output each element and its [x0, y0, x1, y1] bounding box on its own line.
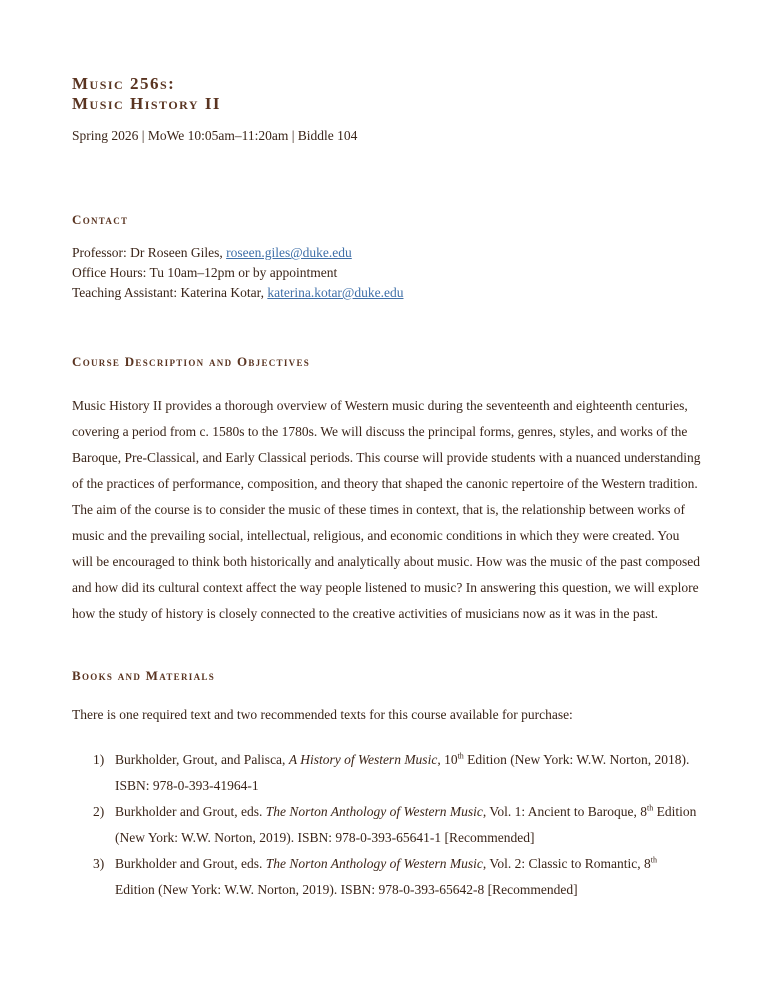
book-edition: , 10: [437, 752, 458, 767]
description-heading: Course Description and Objectives: [72, 354, 311, 369]
ta-label: Teaching Assistant: Katerina Kotar,: [72, 285, 268, 300]
contact-heading: Contact: [72, 212, 129, 227]
course-title-line2: Music History II: [72, 94, 222, 113]
course-meta: Spring 2026 | MoWe 10:05am–11:20am | Biddle 104: [72, 128, 358, 143]
professor-email-link[interactable]: roseen.giles@duke.edu: [226, 245, 352, 260]
book-item: [72, 799, 698, 851]
book-publication: Edition (New York: W.W. Norton, 2018). ISBN: 978-0-393-41964-1: [115, 752, 690, 793]
professor-line: [72, 243, 403, 263]
book-authors: Burkholder, Grout, and Palisca,: [115, 752, 289, 767]
ta-line: [72, 283, 403, 303]
book-item: [72, 747, 698, 799]
books-list: [72, 747, 698, 903]
book-item: [72, 851, 698, 903]
book-authors: Burkholder and Grout, eds.: [115, 856, 266, 871]
office-hours-line: Office Hours: Tu 10am–12pm or by appointment: [72, 265, 338, 280]
book-edition: , Vol. 1: Ancient to Baroque, 8: [482, 804, 647, 819]
book-authors: Burkholder and Grout, eds.: [115, 804, 266, 819]
description-text: Music History II provides a thorough overview of Western music during the seventeenth and eighteenth centuries, covering a period from c. 1580s to the 1780s. We will discuss the principal forms, genres, styles, and works of the Baroque, Pre-Classical, and Early Classical periods. This course will provide students with a nuanced understanding of the practices of performance, composition, and theory that shaped the canonic repertoire of the Western tradition. The aim of the course is to consider the music of these times in context, that is, the relationship between works of music and the prevailing social, intellectual, religious, and economic conditions in which they were created. You will be encouraged to think both historically and analytically about music. How was the music of the past composed and how did its cultural context affect the way people listened to music? In answering this question, we will explore how the study of history is closely connected to the creative activities of musicians now as it was in the past.: [72, 398, 701, 621]
book-publication: Edition (New York: W.W. Norton, 2019). ISBN: 978-0-393-65642-8 [Recommended]: [115, 882, 578, 897]
books-heading: Books and Materials: [72, 668, 215, 683]
book-title: A History of Western Music: [288, 752, 438, 767]
ta-email-link[interactable]: katerina.kotar@duke.edu: [267, 285, 404, 300]
professor-label: Professor: Dr Roseen Giles,: [72, 245, 227, 260]
book-number: 3): [93, 856, 105, 871]
book-edition-suffix: th: [646, 803, 654, 813]
course-title: [72, 74, 221, 114]
book-title: The Norton Anthology of Western Music: [265, 856, 483, 871]
book-edition: , Vol. 2: Classic to Romantic, 8: [482, 856, 651, 871]
contact-block: [72, 243, 403, 303]
course-title-line1: Music 256s:: [72, 74, 176, 93]
book-number: 2): [93, 804, 105, 819]
book-edition-suffix: th: [650, 855, 657, 865]
book-publication: Edition (New York: W.W. Norton, 2019). ISBN: 978-0-393-65641-1 [Recommended]: [115, 804, 697, 845]
book-edition-suffix: th: [457, 751, 464, 761]
book-number: 1): [93, 752, 105, 767]
books-intro: There is one required text and two recommended texts for this course available for purchase:: [72, 707, 573, 722]
book-title: The Norton Anthology of Western Music: [265, 804, 483, 819]
